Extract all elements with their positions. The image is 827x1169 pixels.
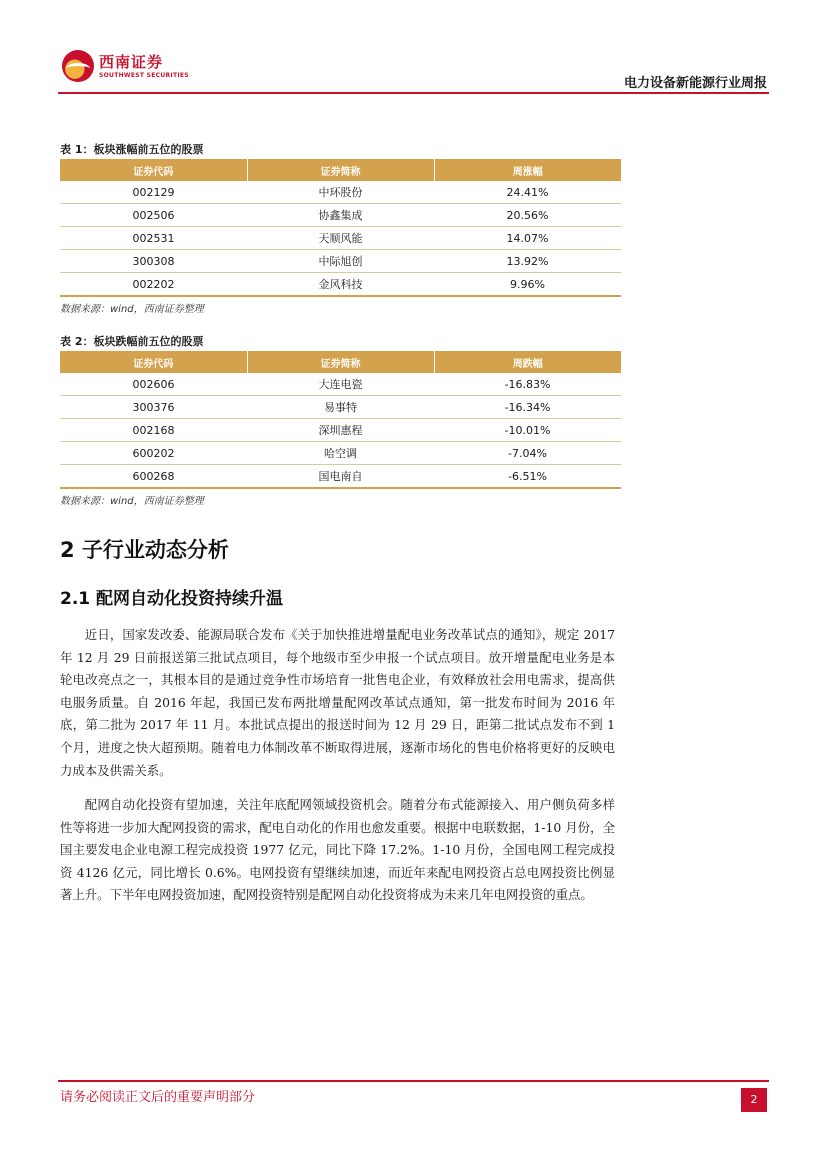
cell-change: -10.01% (434, 419, 621, 442)
cell-name: 国电南自 (247, 465, 434, 489)
cell-change: 14.07% (434, 227, 621, 250)
table-row (60, 442, 621, 465)
table-row (60, 465, 621, 489)
table-row (60, 227, 621, 250)
cell-code: 002168 (60, 419, 247, 442)
cell-name: 协鑫集成 (247, 204, 434, 227)
cell-code: 600268 (60, 465, 247, 489)
col-header-name: 证券简称 (247, 159, 434, 181)
cell-change: 9.96% (434, 273, 621, 297)
section-heading: 2 子行业动态分析 (60, 538, 229, 562)
cell-change: 20.56% (434, 204, 621, 227)
cell-name: 天顺风能 (247, 227, 434, 250)
cell-name: 中际旭创 (247, 250, 434, 273)
footer-disclaimer: 请务必阅读正文后的重要声明部分 (60, 1090, 256, 1105)
table-header-row (60, 159, 621, 181)
header-divider (58, 92, 769, 94)
cell-code: 300376 (60, 396, 247, 419)
col-header-code: 证券代码 (60, 351, 247, 373)
cell-name: 易事特 (247, 396, 434, 419)
table-top-losers (60, 351, 621, 489)
cell-name: 大连电瓷 (247, 373, 434, 396)
logo-chinese-name: 西南证券 (99, 53, 164, 71)
cell-code: 300308 (60, 250, 247, 273)
cell-change: -16.34% (434, 396, 621, 419)
col-header-code: 证券代码 (60, 159, 247, 181)
table2-source: 数据来源：wind，西南证券整理 (60, 496, 204, 507)
cell-name: 哈空调 (247, 442, 434, 465)
footer-divider (58, 1080, 769, 1082)
table2-caption: 表 2：板块跌幅前五位的股票 (60, 335, 204, 348)
page-number: 2 (741, 1088, 767, 1112)
cell-code: 600202 (60, 442, 247, 465)
logo-emblem-icon (62, 50, 94, 82)
table1-source: 数据来源：wind，西南证券整理 (60, 304, 204, 315)
cell-change: -16.83% (434, 373, 621, 396)
logo-english-name: SOUTHWEST SECURITIES (99, 72, 189, 79)
col-header-change: 周涨幅 (434, 159, 621, 181)
subsection-heading: 2.1 配网自动化投资持续升温 (60, 589, 284, 609)
table-top-gainers (60, 159, 621, 297)
cell-code: 002202 (60, 273, 247, 297)
table-row (60, 373, 621, 396)
company-logo (62, 50, 189, 84)
cell-name: 金风科技 (247, 273, 434, 297)
cell-name: 深圳惠程 (247, 419, 434, 442)
table-row (60, 419, 621, 442)
cell-change: 24.41% (434, 181, 621, 204)
table-row (60, 273, 621, 297)
cell-change: -7.04% (434, 442, 621, 465)
cell-code: 002129 (60, 181, 247, 204)
report-title: 电力设备新能源行业周报 (623, 76, 767, 91)
cell-change: 13.92% (434, 250, 621, 273)
cell-change: -6.51% (434, 465, 621, 489)
cell-name: 中环股份 (247, 181, 434, 204)
paragraph-1: 近日，国家发改委、能源局联合发布《关于加快推进增量配电业务改革试点的通知》，规定 2017 年 12 月 29 日前报送第三批试点项目，每个地级市至少申报一个试点项目。放开增量配电业务是本轮电改亮点之一，其根本目的是通过竞争性市场培育一批售电企业，有效释放社会用电需求，提高供电服务质量。自 2016 年起，我国已发布两批增量配网改革试点通知，第一批发布时间为 2016 年底，第二批为 2017 年 11 月。本批试点提出的报送时间为 12 月 29 日，距第二批试点发布不到 1 个月，进度之快大超预期。随着电力体制改革不断取得进展，逐渐市场化的售电价格将更好的反映电力成本及供需关系。 (60, 627, 615, 778)
cell-code: 002606 (60, 373, 247, 396)
col-header-change: 周跌幅 (434, 351, 621, 373)
cell-code: 002531 (60, 227, 247, 250)
table-row (60, 181, 621, 204)
cell-code: 002506 (60, 204, 247, 227)
table-row (60, 250, 621, 273)
table-row (60, 204, 621, 227)
table-row (60, 396, 621, 419)
table1-caption: 表 1：板块涨幅前五位的股票 (60, 143, 204, 156)
paragraph-2: 配网自动化投资有望加速，关注年底配网领域投资机会。随着分布式能源接入、用户侧负荷多样性等将进一步加大配网投资的需求，配电自动化的作用也愈发重要。根据中电联数据，1-10 月份，全国主要发电企业电源工程完成投资 1977 亿元，同比下降 17.2%。1-10 月份，全国电网工程完成投资 4126 亿元，同比增长 0.6%。电网投资有望继续加速，而近年来配电网投资占总电网投资比例显著上升。下半年电网投资加速，配网投资特别是配网自动化投资将成为未来几年电网投资的重点。 (60, 797, 615, 903)
col-header-name: 证券简称 (247, 351, 434, 373)
table-header-row (60, 351, 621, 373)
